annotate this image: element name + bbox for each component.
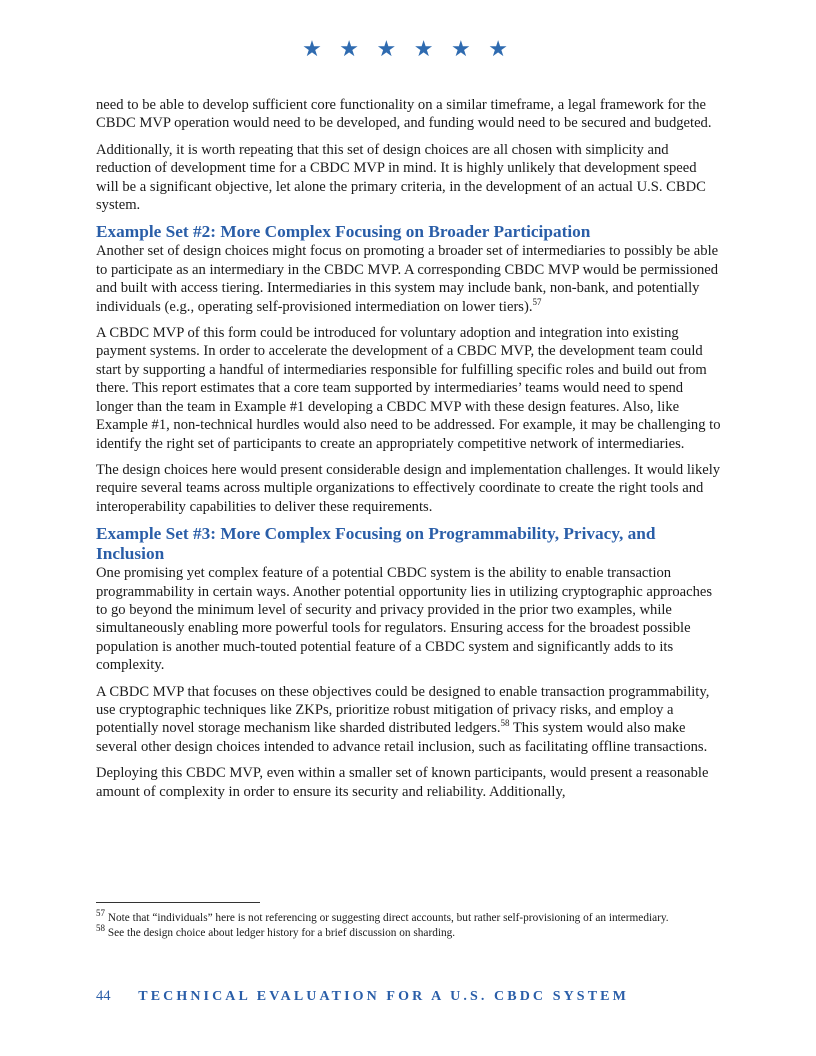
paragraph: Additionally, it is worth repeating that this set of design choices are all chosen with simplicity and reduction of development time for a CBDC MVP in mind. It is highly unlikely that development speed will be a significant objective, let alone the primary criteria, in the development of an actual U.S. CBDC system.: [96, 141, 706, 214]
paragraph: A CBDC MVP of this form could be introduced for voluntary adoption and integration into existing payment systems. In order to accelerate the development of a CBDC MVP, the development team could start by supporting a handful of intermediaries responsible for fulfilling specific roles and build out from there. This report estimates that a core team supported by intermediaries’ teams would need to spend longer than the team in Example #1 developing a CBDC MVP with these design features. Also, like Example #1, non-technical hurdles would also need to be addressed. For example, it may be challenging to identify the right set of participants to create an appropriately competitive network of intermediaries.: [96, 325, 721, 452]
footnote-text: See the design choice about ledger history for a brief discussion on sharding.: [105, 926, 456, 939]
paragraph-text: A CBDC MVP that focuses on these objectives could be designed to enable transaction programmability, use cryptographic techniques like ZKPs, prioritize robust mitigation of privacy risks, and employ a potentially novel storage mechanism like sharded distributed ledgers.: [96, 683, 710, 737]
header-stars: ★ ★ ★ ★ ★ ★: [302, 36, 514, 61]
paragraph: [96, 683, 722, 757]
paragraph: need to be able to develop sufficient core functionality on a similar timeframe, a legal framework for the CBDC MVP operation would need to be developed, and funding would need to be secured and budgeted.: [96, 97, 712, 132]
footnote-number: 57: [96, 908, 105, 919]
running-title: TECHNICAL EVALUATION FOR A U.S. CBDC SYSTEM: [138, 989, 629, 1004]
paragraph: One promising yet complex feature of a potential CBDC system is the ability to enable transaction programmability in certain ways. Another potential opportunity lies in utilizing cryptographic approaches to go beyond the minimum level of security and privacy provided in the prior two examples, while simultaneously enabling more powerful tools for regulators. Ensuring access for the broadest possible population is another much-touted potential feature of a CBDC system and significantly adds to its complexity.: [96, 565, 713, 674]
footnote-number: 58: [96, 922, 105, 933]
paragraph-text: This system would also make several other design choices intended to advance retail inclusion, such as facilitating offline transactions.: [96, 720, 708, 755]
footnotes: [96, 902, 722, 940]
footnote-58: [96, 922, 722, 941]
paragraph-text: Another set of design choices might focus on promoting a broader set of intermediaries to possibly be able to participate as an intermediary in the CBDC MVP. A corresponding CBDC MVP would be permissioned and built with access tiering. Intermediaries in this system may include bank, non-bank, and potentially individuals (e.g., operating self-provisioned intermediation on lower tiers).: [96, 243, 719, 315]
page-footer: [96, 988, 629, 1005]
page-number: 44: [96, 988, 111, 1004]
paragraph: The design choices here would present considerable design and implementation challenges. It would likely require several teams across multiple organizations to effectively coordinate to create the right tools and interoperability capabilities to deliver these requirements.: [96, 461, 721, 515]
footnote-57: [96, 908, 722, 926]
footnote-text: Note that “individuals” here is not referencing or suggesting direct accounts, but rather self-provisioning of an intermediary.: [105, 912, 669, 924]
footnote-ref-57[interactable]: 57: [532, 296, 542, 307]
footnote-ref-58[interactable]: 58: [500, 718, 510, 729]
section-heading-example-set-3: Example Set #3: More Complex Focusing on Programmability, Privacy, and Inclusion: [96, 524, 656, 564]
paragraph: Deploying this CBDC MVP, even within a smaller set of known participants, would present a reasonable amount of complexity in order to ensure its security and reliability. Additionally,: [96, 765, 709, 800]
paragraph: [96, 242, 722, 316]
section-heading-example-set-2: Example Set #2: More Complex Focusing on Broader Participation: [96, 222, 591, 242]
footnote-divider: [96, 902, 260, 903]
page-body: [96, 96, 722, 809]
